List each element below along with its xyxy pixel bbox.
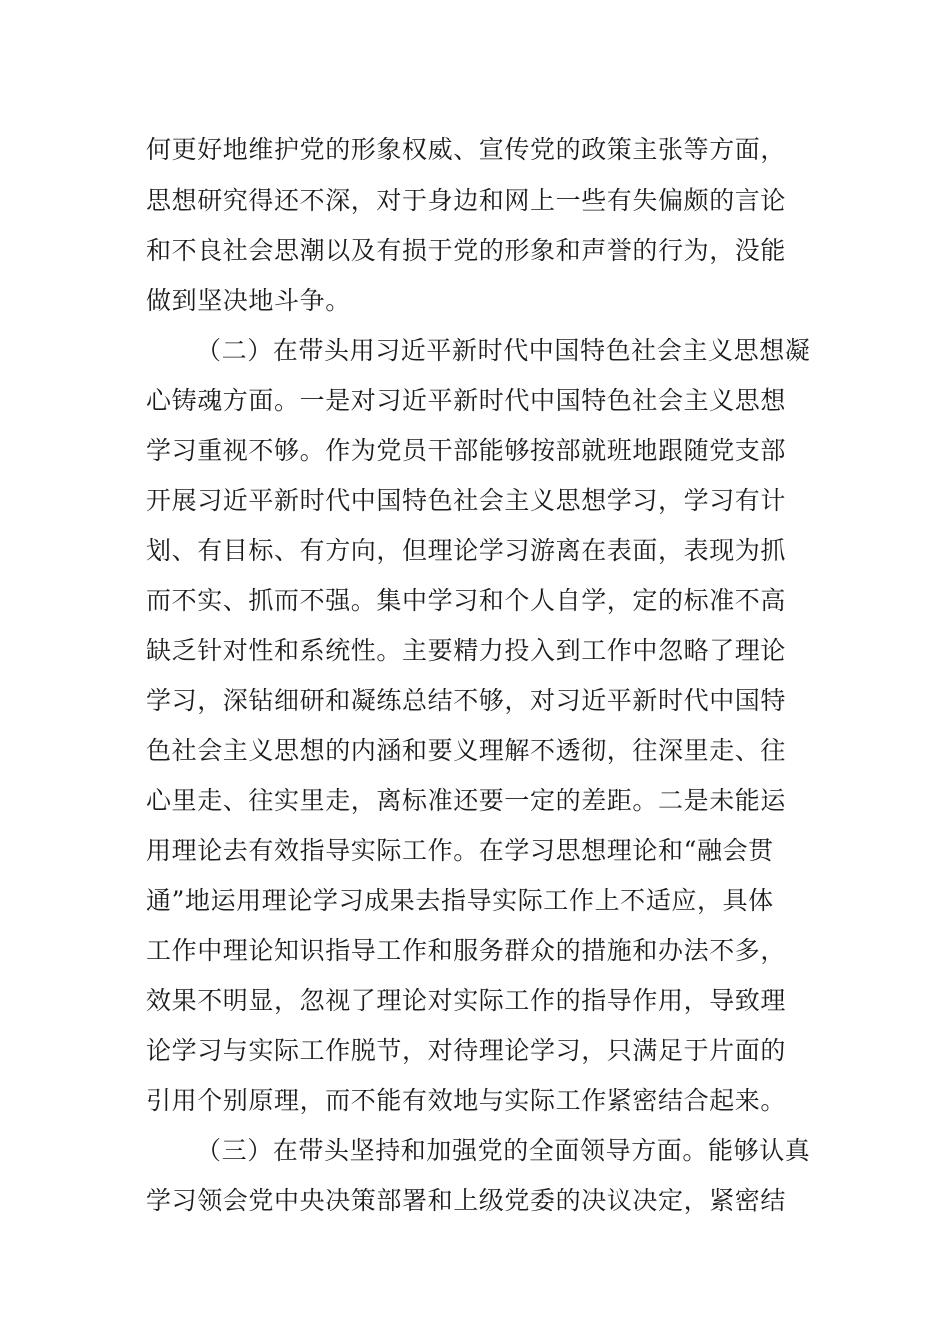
text-line: 心里走、往实里走，离标准还要一定的差距。二是未能运: [146, 786, 787, 815]
text-line: 思想研究得还不深，对于身边和网上一些有失偏颇的言论: [146, 186, 787, 215]
text-line: 何更好地维护党的形象权威、宣传党的政策主张等方面，: [146, 135, 787, 164]
text-line: 论学习与实际工作脱节，对待理论学习，只满足于片面的: [146, 1036, 787, 1065]
paragraph-heading-3: （三）在带头坚持和加强党的全面领导方面。能够认真: [196, 1136, 811, 1165]
text-line: 做到坚决地斗争。: [146, 286, 351, 315]
text-line: 划、有目标、有方向，但理论学习游离在表面，表现为抓: [146, 536, 787, 565]
text-line: 缺乏针对性和系统性。主要精力投入到工作中忽略了理论: [146, 636, 787, 665]
paragraph-heading-2: （二）在带头用习近平新时代中国特色社会主义思想凝: [196, 336, 811, 365]
text-line: 工作中理论知识指导工作和服务群众的措施和办法不多，: [146, 936, 787, 965]
text-line: 效果不明显，忽视了理论对实际工作的指导作用，导致理: [146, 986, 787, 1015]
text-line: 色社会主义思想的内涵和要义理解不透彻，往深里走、往: [146, 736, 787, 765]
text-line: 学习领会党中央决策部署和上级党委的决议决定，紧密结: [146, 1186, 787, 1215]
text-line: 通”地运用理论学习成果去指导实际工作上不适应，具体: [146, 886, 774, 915]
text-line: 而不实、抓而不强。集中学习和个人自学，定的标准不高: [146, 586, 787, 615]
text-line: 学习重视不够。作为党员干部能够按部就班地跟随党支部: [146, 436, 787, 465]
text-line: 引用个别原理，而不能有效地与实际工作紧密结合起来。: [146, 1086, 787, 1115]
text-line: 学习，深钻细研和凝练总结不够，对习近平新时代中国特: [146, 686, 787, 715]
text-line: 用理论去有效指导实际工作。在学习思想理论和“融会贯: [146, 836, 774, 865]
text-line: 心铸魂方面。一是对习近平新时代中国特色社会主义思想: [146, 386, 787, 415]
text-line: 和不良社会思潮以及有损于党的形象和声誉的行为，没能: [146, 236, 787, 265]
text-line: 开展习近平新时代中国特色社会主义思想学习，学习有计: [146, 486, 787, 515]
